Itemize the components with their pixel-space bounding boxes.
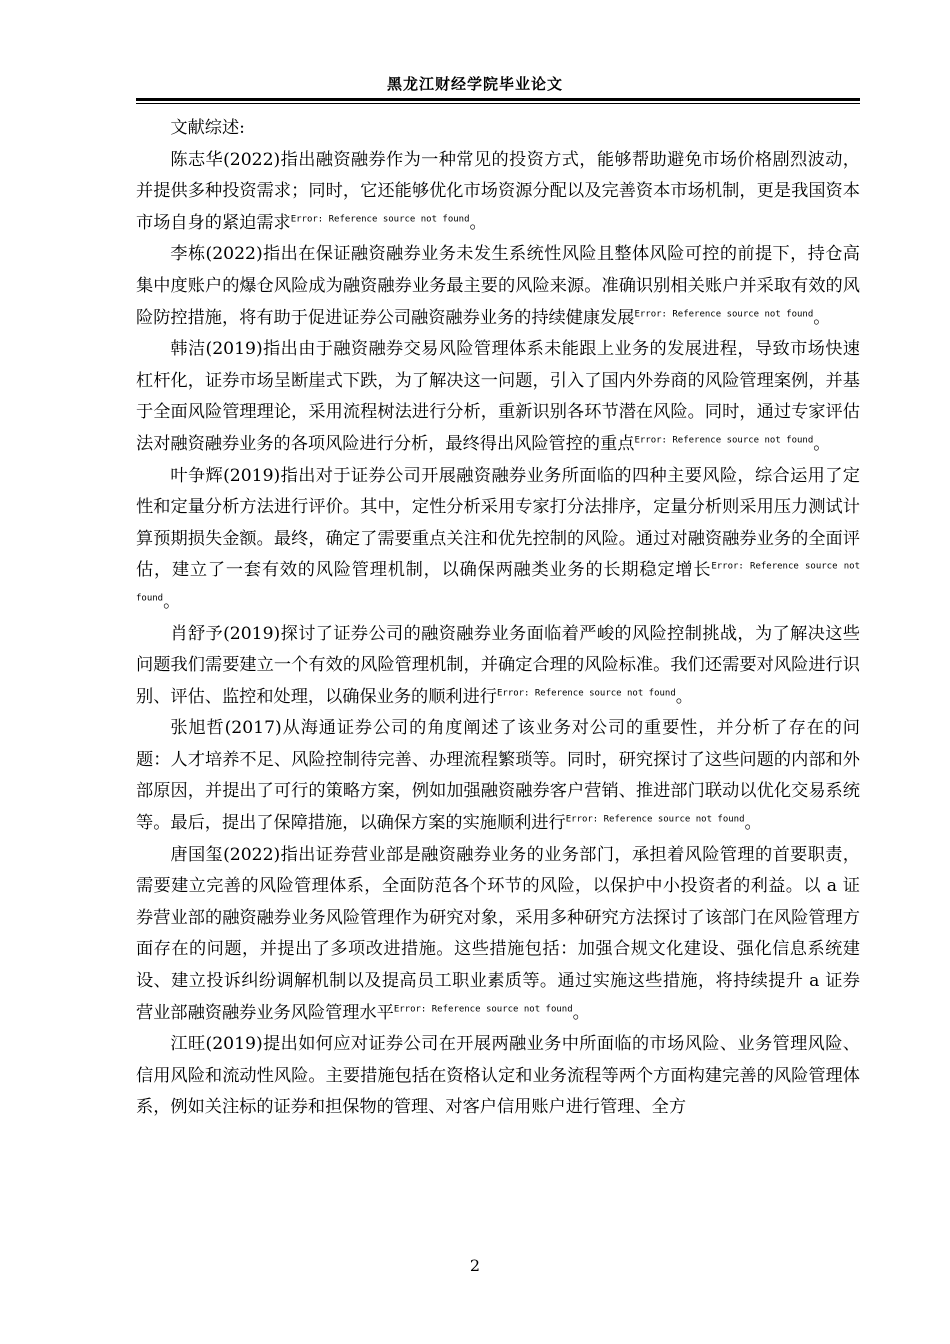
reference-error: Error: Reference source not found xyxy=(634,308,814,319)
section-heading: 文献综述: xyxy=(170,118,245,138)
reference-error: Error: Reference source not found xyxy=(393,1003,573,1014)
paragraph-end: 。 xyxy=(469,212,487,233)
paragraph-jiang xyxy=(136,1029,860,1124)
paragraph-text: 陈志华(2022)指出融资融券作为一种常见的投资方式，能够帮助避免市场价格剧烈波动，并提供多种投资需求；同时，它还能够优化市场资源分配以及完善资本市场机制，更是我国资本市场自身的紧迫需求 xyxy=(136,149,860,233)
reference-error: Error: Reference source not found xyxy=(634,435,814,446)
reference-error: Error: Reference source not found xyxy=(565,814,745,825)
paragraph-text: 肖舒予(2019)探讨了证券公司的融资融券业务面临着严峻的风险控制挑战，为了解决这些问题我们需要建立一个有效的风险管理机制，并确定合理的风险标准。我们还需要对风险进行识别、评估、监控和处理，以确保业务的顺利进行 xyxy=(136,623,860,707)
paragraph-text: 唐国玺(2022)指出证券营业部是融资融券业务的业务部门，承担着风险管理的首要职责，需要建立完善的风险管理体系，全面防范各个环节的风险，以保护中小投资者的利益。以 a 证券营业部的融资融券业务风险管理作为研究对象，采用多种研究方法探讨了该部门在风险管理方面存在的问题，并提出了多项改进措施。这些措施包括：加强合规文化建设、强化信息系统建设、建立投诉纠纷调解机制以及提高员工职业素质等。通过实施这些措施，将持续提升 a 证券营业部融资融券业务风险管理水平 xyxy=(136,844,860,1023)
paragraph-text: 江旺(2019)提出如何应对证券公司在开展两融业务中所面临的市场风险、业务管理风险、信用风险和流动性风险。主要措施包括在资格认定和业务流程等两个方面构建完善的风险管理体系，例如关注标的证券和担保物的管理、对客户信用账户进行管理、全方 xyxy=(136,1034,860,1118)
paragraph-text: 李栋(2022)指出在保证融资融券业务未发生系统性风险且整体风险可控的前提下，持仓高集中度账户的爆仓风险成为融资融券业务最主要的风险来源。准确识别相关账户并采取有效的风险防控措施，将有助于促进证券公司融资融券业务的持续健康发展 xyxy=(136,244,860,328)
running-header-title: 黑龙江财经学院毕业论文 xyxy=(386,75,563,93)
header-rule-thin xyxy=(136,103,860,104)
paragraph-tang xyxy=(136,840,860,1030)
reference-error: Error: Reference source not found xyxy=(290,214,470,225)
paragraph-han xyxy=(136,334,860,460)
paragraph-end: 。 xyxy=(675,686,693,707)
paragraph-end: 。 xyxy=(813,433,831,454)
paragraph-end: 。 xyxy=(813,307,831,328)
paragraph-text: 韩洁(2019)指出由于融资融券交易风险管理体系未能跟上业务的发展进程，导致市场快速杠杆化，证券市场呈断崖式下跌，为了解决这一问题，引入了国内外券商的风险管理案例，并基于全面风险管理理论，采用流程树法进行分析，重新识别各环节潜在风险。同时，通过专家评估法对融资融券业务的各项风险进行分析，最终得出风险管控的重点 xyxy=(136,339,860,454)
paragraph-text: 张旭哲(2017)从海通证券公司的角度阐述了该业务对公司的重要性，并分析了存在的问题：人才培养不足、风险控制待完善、办理流程繁琐等。同时，研究探讨了这些问题的内部和外部原因，并提出了可行的策略方案，例如加强融资融券客户营销、推进部门联动以优化交易系统等。最后，提出了保障措施，以确保方案的实施顺利进行 xyxy=(136,718,860,834)
paragraph-text: 叶争辉(2019)指出对于证券公司开展融资融券业务所面临的四种主要风险，综合运用了定性和定量分析方法进行评价。其中，定性分析采用专家打分法排序，定量分析则采用压力测试计算预期损失金额。最终，确定了需要重点关注和优先控制的风险。通过对融资融券业务的全面评估，建立了一套有效的风险管理机制，以确保两融类业务的长期稳定增长 xyxy=(136,465,860,581)
paragraph-chen xyxy=(136,145,860,240)
paragraph-end: 。 xyxy=(744,813,762,834)
paragraph-end: 。 xyxy=(572,1002,590,1023)
reference-error: Error: Reference source not found xyxy=(496,687,676,698)
document-body xyxy=(136,113,860,1124)
header-rule-thick xyxy=(136,98,860,101)
paragraph-end: 。 xyxy=(163,591,181,612)
page-number: 2 xyxy=(469,1256,481,1275)
paragraph-ye xyxy=(136,461,860,619)
reference-error: Error: Reference source not found xyxy=(136,561,860,604)
paragraph-zhang xyxy=(136,713,860,839)
paragraph-xiao xyxy=(136,619,860,714)
paragraph-li xyxy=(136,239,860,334)
